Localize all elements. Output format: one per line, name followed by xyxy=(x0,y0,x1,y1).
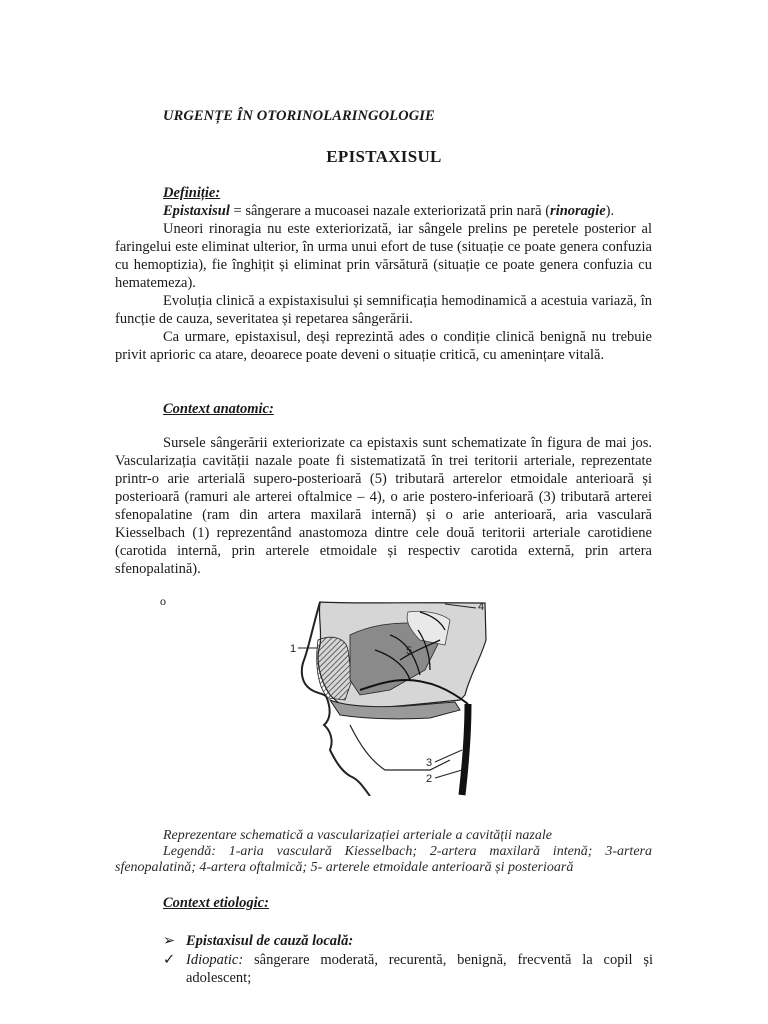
page-title: EPISTAXISUL xyxy=(326,147,442,166)
figure-legend: Legendă: 1-aria vasculară Kiesselbach; 2-artera maxilară intenă; 3-artera sfenopalatină; 4-artera oftalmică; 5- arterele etmoidale anterioară și posterioară xyxy=(115,844,652,875)
figure-caption xyxy=(115,828,652,876)
etiologic-heading: Context etiologic: xyxy=(163,895,269,911)
definition-term-rinoragie: rinoragie xyxy=(550,203,606,219)
figure-label-5: 5 xyxy=(406,645,413,657)
anatomic-section xyxy=(115,400,652,578)
figure-label-1: 1 xyxy=(290,643,297,655)
local-cause-heading: Epistaxisul de cauză locală: xyxy=(186,933,354,949)
figure-label-3: 3 xyxy=(426,757,433,769)
definition-term: Epistaxisul xyxy=(163,203,230,219)
figure-label-2: 2 xyxy=(426,773,433,785)
idiopathic-label: Idiopatic: xyxy=(186,952,244,968)
definition-section xyxy=(115,184,652,364)
anatomic-paragraph: Sursele sângerării exteriorizate ca epistaxis sunt schematizate în figura de mai jos. Vascularizația cavității nazale poate fi sistematizată în trei teritorii arteriale, reprezentate printr-o arie arterială supero-posterioară (5) tributară arterelor etmoidale anterioară și posterioară (ramuri ale arterei oftalmice – 4), o arie postero-inferioară (3) tributară arterei sfenopalatine (ram din artera maxilară internă) și o arie anterioară, aria vasculară Kiesselbach (1) reprezentând anastomoza dintre cele două teritorii arteriale carotidiene (carotida internă, prin arterele etmoidale și respectiv carotida externă, prin artera sfenopalatină). xyxy=(115,435,652,577)
figure-caption-title: Reprezentare schematică a vascularizației arteriale a cavității nazale xyxy=(163,828,552,843)
anatomic-heading: Context anatomic: xyxy=(163,401,274,417)
document-header: URGENȚE ÎN OTORINOLARINGOLOGIE xyxy=(163,108,435,124)
definition-paragraph-4: Ca urmare, epistaxisul, deși reprezintă ades o condiție clinică benignă nu trebuie privit aprioric ca atare, deoarece poate deveni o situație critică, cu amenințare vitală. xyxy=(115,329,652,363)
definition-text: = sângerare a mucoasei nazale exteriorizată prin nară ( xyxy=(229,203,551,219)
definition-paragraph-3: Evoluția clinică a expistaxisului și semnificația hemodinamică a acestuia variază, în funcție de cauza, severitatea și repetarea sângerării. xyxy=(115,293,652,327)
arrow-bullet-icon: ➢ xyxy=(163,933,176,949)
definition-paragraph-2: Uneori rinoragia nu este exteriorizată, iar sângele prelins pe peretele posterior al faringelui este eliminat ulterior, în urma unui efort de tuse (situație ce poate genera confuzia cu hemoptizia), fie înghițit și eliminat prin vărsătură (situație ce poate genera confuzia cu hematemeza). xyxy=(115,221,652,291)
definition-heading: Definiție: xyxy=(163,185,221,201)
checkmark-icon: ✓ xyxy=(163,952,176,968)
etiologic-section xyxy=(163,895,269,912)
definition-end: ). xyxy=(605,203,615,219)
list-item xyxy=(163,951,653,987)
nasal-vascularization-figure xyxy=(290,600,490,796)
idiopathic-text: sângerare moderată, recurentă, benignă, frecventă la copil și adolescent; xyxy=(186,952,653,986)
figure-label-4: 4 xyxy=(478,601,485,613)
stray-mark: o xyxy=(160,594,166,608)
list-item xyxy=(163,932,653,950)
